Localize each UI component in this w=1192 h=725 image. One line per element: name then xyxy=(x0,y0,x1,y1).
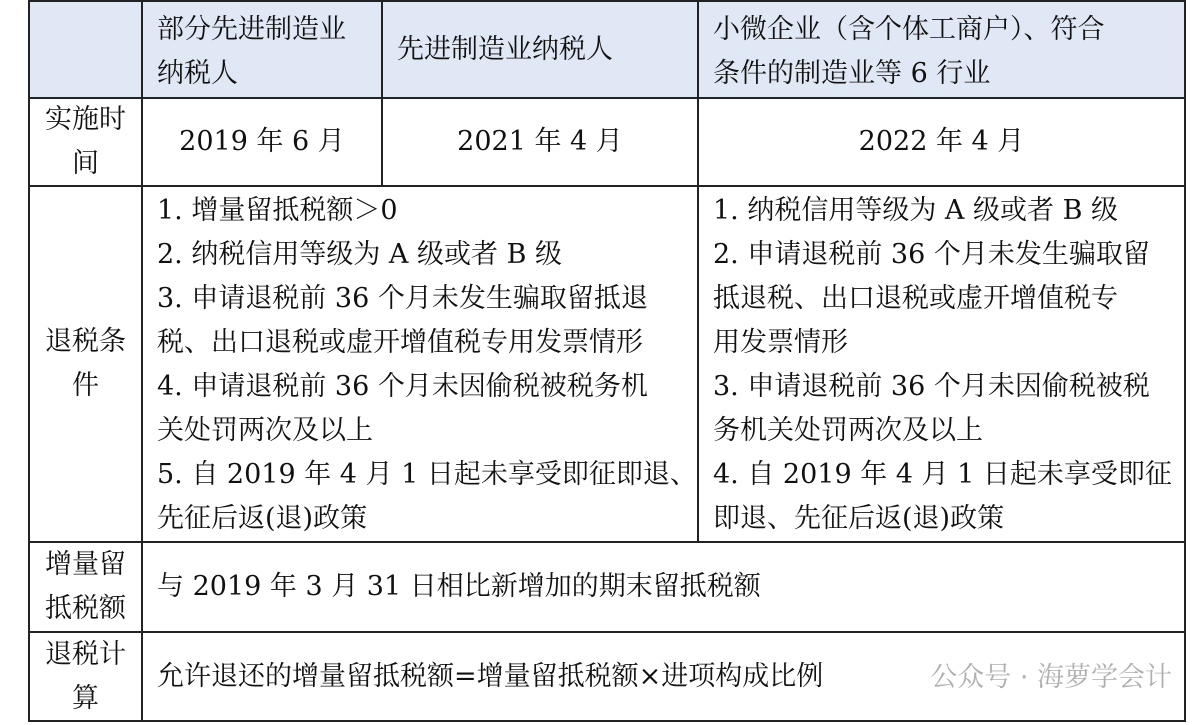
row-label-time-line1: 实施时 xyxy=(45,104,126,135)
conditions-left-line: 2. 纳税信用等级为 A 级或者 B 级 xyxy=(157,239,563,270)
conditions-right-line: 务机关处罚两次及以上 xyxy=(713,415,983,446)
row-label-conditions xyxy=(30,187,143,543)
row-label-time-line2: 间 xyxy=(72,148,99,179)
time-col1 xyxy=(143,99,383,187)
conditions-left-line: 3. 申请退税前 36 个月未发生骗取留抵退 xyxy=(157,283,648,314)
conditions-right-line: 3. 申请退税前 36 个月未因偷税被税 xyxy=(713,371,1150,402)
conditions-left-line: 5. 自 2019 年 4 月 1 日起未享受即征即退、 xyxy=(157,459,697,490)
conditions-right xyxy=(699,187,1186,543)
conditions-right-line: 4. 自 2019 年 4 月 1 日起未享受即征 xyxy=(713,459,1172,490)
policy-table xyxy=(28,0,1186,722)
time-col3 xyxy=(699,99,1186,187)
row-label-calc-line1: 退税计 xyxy=(45,638,126,670)
row-label-conditions-line2: 件 xyxy=(72,370,99,401)
row-label-increment-line2: 抵税额 xyxy=(45,593,126,624)
row-label-increment-line1: 增量留 xyxy=(45,549,126,580)
conditions-right-line: 抵退税、出口退税或虚开增值税专 xyxy=(713,283,1118,314)
row-label-conditions-line1: 退税条 xyxy=(45,326,126,357)
header-col3-line2: 条件的制造业等 6 行业 xyxy=(713,58,991,89)
time-col2 xyxy=(383,99,699,187)
time-col3-text: 2022 年 4 月 xyxy=(858,126,1025,157)
row-label-calc-line2: 算 xyxy=(72,682,99,714)
time-col1-text: 2019 年 6 月 xyxy=(179,126,345,157)
conditions-left xyxy=(143,187,699,543)
header-corner-cell xyxy=(30,2,143,99)
conditions-right-line: 即退、先征后返(退)政策 xyxy=(713,503,1005,534)
conditions-left-line: 税、出口退税或虚开增值税专用发票情形 xyxy=(157,327,643,358)
calc-text: 允许退还的增量留抵税额=增量留抵税额×进项构成比例 xyxy=(157,660,824,692)
header-col2-text: 先进制造业纳税人 xyxy=(397,33,613,65)
row-label-increment xyxy=(30,543,143,633)
header-col1-line2: 纳税人 xyxy=(157,58,238,89)
header-col3 xyxy=(699,2,1186,99)
increment-text: 与 2019 年 3 月 31 日相比新增加的期末留抵税额 xyxy=(157,571,761,602)
conditions-left-line: 1. 增量留抵税额＞0 xyxy=(157,195,398,226)
header-col3-line1: 小微企业（含个体工商户）、符合 xyxy=(713,14,1105,45)
increment-value xyxy=(143,543,1186,633)
row-label-time xyxy=(30,99,143,187)
row-label-calc xyxy=(30,633,143,722)
conditions-right-line: 1. 纳税信用等级为 A 级或者 B 级 xyxy=(713,195,1119,226)
header-col1 xyxy=(143,2,383,99)
watermark: 公众号 · 海萝学会计 xyxy=(930,662,1172,693)
conditions-right-line: 用发票情形 xyxy=(713,327,848,358)
conditions-left-line: 4. 申请退税前 36 个月未因偷税被税务机 xyxy=(157,371,648,402)
conditions-right-line: 2. 申请退税前 36 个月未发生骗取留 xyxy=(713,239,1150,270)
header-col1-line1: 部分先进制造业 xyxy=(157,14,346,45)
header-col2 xyxy=(383,2,699,99)
time-col2-text: 2021 年 4 月 xyxy=(457,126,623,157)
conditions-left-line: 先征后返(退)政策 xyxy=(157,503,368,534)
conditions-left-line: 关处罚两次及以上 xyxy=(157,415,373,446)
